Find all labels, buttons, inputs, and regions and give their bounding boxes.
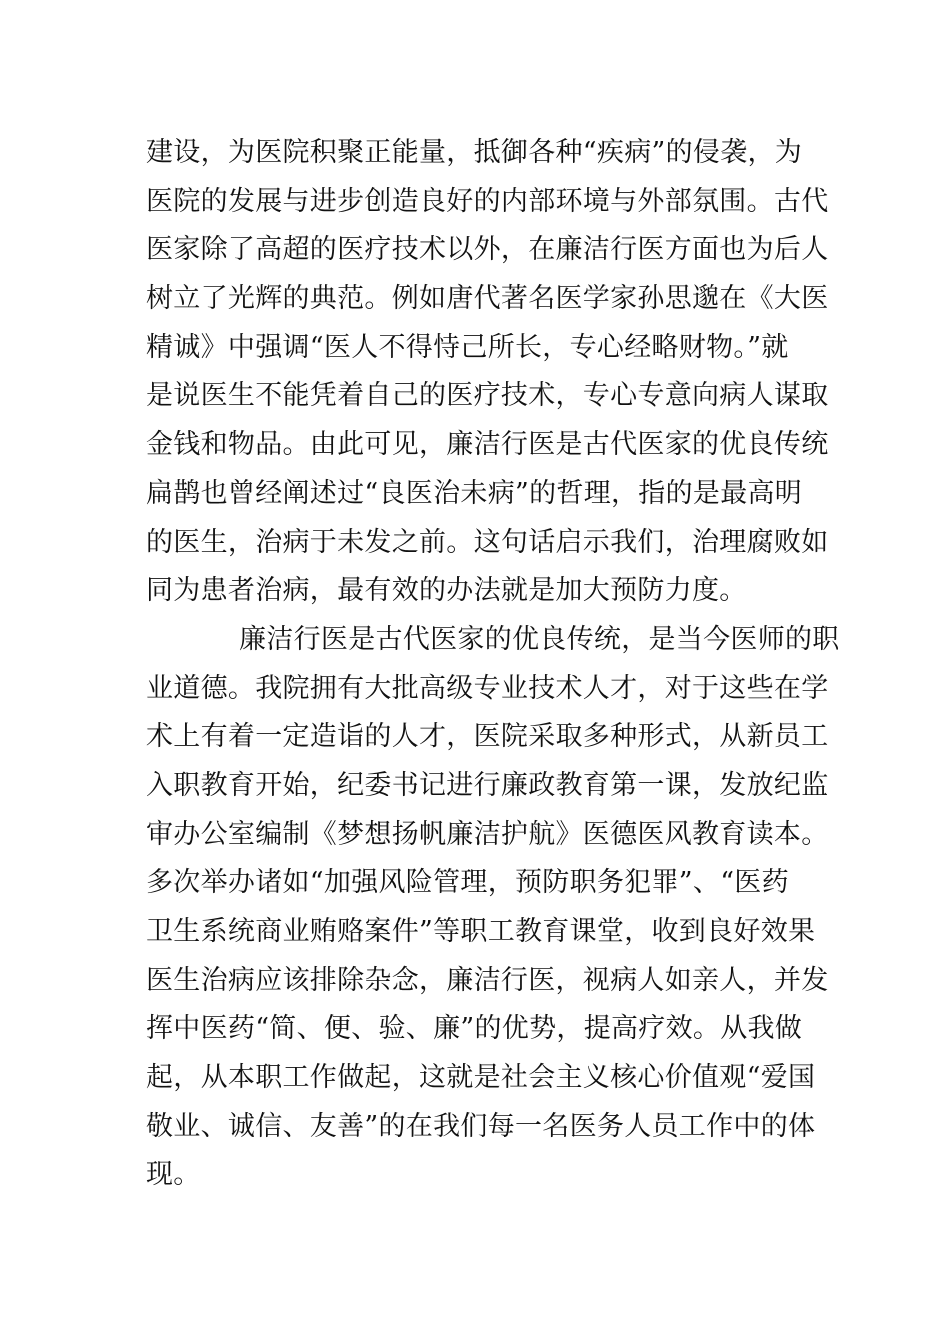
- document-body: [146, 129, 840, 1200]
- paragraph-2: [146, 616, 840, 1200]
- text-line: 多次举办诸如“加强风险管理，预防职务犯罪”、“医药: [146, 867, 789, 899]
- text-line: 建设，为医院积聚正能量，抵御各种“疾病”的侵袭，为: [146, 137, 803, 168]
- text-line: 同为患者治病，最有效的办法就是加大预防力度。: [146, 575, 747, 607]
- text-line-indented: 廉洁行医是古代医家的优良传统，是当今医师的职: [239, 623, 840, 655]
- text-line: 医院的发展与进步创造良好的内部环境与外部氛围。古代: [146, 185, 829, 217]
- text-line: 卫生系统商业贿赂案件”等职工教育课堂，收到良好效果: [146, 916, 816, 947]
- text-line: 医生治病应该排除杂念，廉洁行医，视病人如亲人，并发: [146, 964, 829, 996]
- text-line: 敬业、诚信、友善”的在我们每一名医务人员工作中的体: [146, 1110, 816, 1142]
- text-line: 金钱和物品。由此可见，廉洁行医是古代医家的优良传统: [146, 429, 829, 461]
- text-line: 树立了光辉的典范。例如唐代著名医学家孙思邈在《大医: [146, 283, 829, 315]
- text-line: 术上有着一定造诣的人才，医院采取多种形式，从新员工: [146, 721, 829, 753]
- text-line: 是说医生不能凭着自己的医疗技术，专心专意向病人谋取: [146, 380, 829, 412]
- text-line: 医家除了高超的医疗技术以外，在廉洁行医方面也为后人: [146, 234, 829, 266]
- text-line: 的医生，治病于未发之前。这句话启示我们，治理腐败如: [146, 526, 829, 558]
- text-line: 入职教育开始，纪委书记进行廉政教育第一课，发放纪监: [146, 769, 829, 801]
- text-line: 扁鹊也曾经阐述过“良医治未病”的哲理，指的是最高明: [146, 477, 803, 509]
- text-line: 精诚》中强调“医人不得恃己所长，专心经略财物。”就: [146, 331, 789, 363]
- text-line: 起，从本职工作做起，这就是社会主义核心价值观“爱国: [146, 1062, 816, 1094]
- text-line: 审办公室编制《梦想扬帆廉洁护航》医德医风教育读本。: [146, 818, 829, 850]
- text-line: 现。: [146, 1159, 201, 1191]
- text-line: 挥中医药“简、便、验、廉”的优势，提高疗效。从我做: [146, 1013, 803, 1045]
- text-line: 业道德。我院拥有大批高级专业技术人才，对于这些在学: [146, 672, 829, 704]
- paragraph-1: [146, 129, 829, 616]
